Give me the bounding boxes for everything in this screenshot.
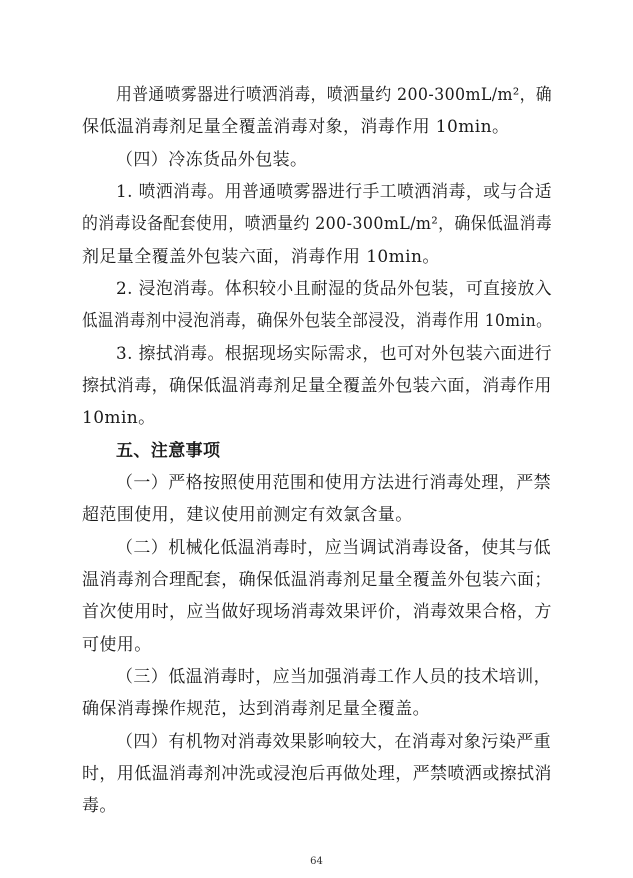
page-number: 64 [310,856,323,867]
line-text: 时，用低温消毒剂冲洗或浸泡后再做处理，严禁喷洒或擦拭消 [82,764,552,784]
line-text: 的消毒设备配套使用，喷洒量约 200-300mL/m²，确保低温消毒 [82,214,552,234]
line-text: 保低温消毒剂足量全覆盖消毒对象，消毒作用 10min。 [82,117,510,137]
line-text: （一）严格按照使用范围和使用方法进行消毒处理，严禁 [116,473,551,493]
line-text: 3. 擦拭消毒。根据现场实际需求，也可对外包装六面进行 [116,344,552,364]
line-text: 2. 浸泡消毒。体积较小且耐湿的货品外包装，可直接放入 [116,279,552,299]
line-text: （四）有机物对消毒效果影响较大，在消毒对象污染严重 [116,732,551,752]
line-text: 首次使用时，应当做好现场消毒效果评价，消毒效果合格，方 [82,602,552,622]
line-text: 1. 喷洒消毒。用普通喷雾器进行手工喷洒消毒，或与合适 [116,182,552,202]
line-text: 温消毒剂合理配套，确保低温消毒剂足量全覆盖外包装六面； [82,570,552,590]
line-text: （四）冷冻货品外包装。 [116,150,308,170]
line-text: 擦拭消毒，确保低温消毒剂足量全覆盖外包装六面，消毒作用 [82,376,552,396]
line-text: 超范围使用，建议使用前测定有效氯含量。 [82,505,413,525]
line-text: （三）低温消毒时，应当加强消毒工作人员的技术培训， [116,667,551,687]
line-text: 确保消毒操作规范，达到消毒剂足量全覆盖。 [82,699,430,719]
line-text: （二）机械化低温消毒时，应当调试消毒设备，使其与低 [116,538,551,558]
line-text: 10min。 [82,408,156,428]
heading-text: 五、注意事项 [116,441,221,461]
line-text: 可使用。 [82,635,152,655]
line-text: 剂足量全覆盖外包装六面，消毒作用 10min。 [82,247,440,267]
line-text: 用普通喷雾器进行喷洒消毒，喷洒量约 200-300mL/m²，确 [116,85,553,105]
line-text: 低温消毒剂中浸泡消毒，确保外包装全部浸没，消毒作用 10min。 [82,311,553,331]
line-text: 毒。 [82,796,117,816]
